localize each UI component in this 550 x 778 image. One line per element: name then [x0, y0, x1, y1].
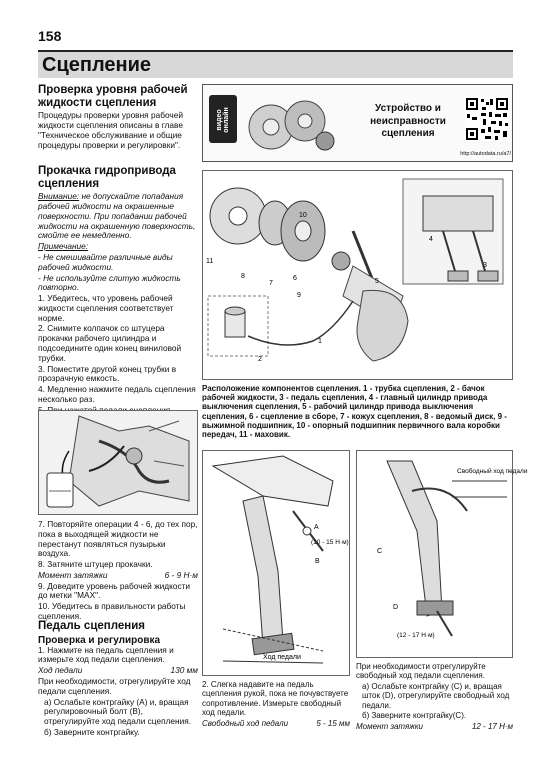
step-item: 9. Доведите уровень рабочей жидкости до метки "MAX". [38, 580, 191, 601]
video-title: Устройство и неисправности сцепления [370, 103, 446, 139]
section-level-title: Проверка уровня рабочей жидкости сцепления [38, 84, 188, 109]
pedal-sub-a: а) Ослабьте контргайку (А) и, вращая регулировочный болт (В), отрегулируйте ход педали сцепления. [44, 696, 192, 727]
note-label: Примечание: [38, 241, 89, 252]
section-level-check [38, 84, 198, 151]
pedal-step: 1. Нажмите на педаль сцепления и измерьте ход педали сцепления. [38, 644, 174, 665]
label-a: A [314, 524, 319, 531]
warning-text: не допускайте попадания рабочей жидкости на окрашенные поверхности. При попадании рабочей жидкости на окрашенную поверхность, смойте ее немедленно. [38, 191, 196, 241]
adjust-sub-b: б) Заверните контргайку(С). [362, 711, 467, 721]
section-bleeding-title: Прокачка гидропривода сцепления [38, 165, 176, 190]
video-badge-text: видео онлайн [216, 107, 230, 133]
section-level-text: Процедуры проверки уровня рабочей жидкости сцепления описаны в главе "Техническое обслуживание и общие процедуры проверки и регулировки". [38, 110, 183, 150]
adjust-intro: При необходимости отрегулируйте свободный ход педали сцепления. [356, 662, 486, 681]
qr-code-icon[interactable] [465, 91, 509, 147]
svg-text:3: 3 [483, 262, 487, 269]
section-pedal-subtitle: Проверка и регулировка [38, 634, 161, 646]
step-item: 7. Повторяйте операции 4 - 6, до тех пор, пока в выходящей жидкости не перестанут появляться пузырьки воздуха. [38, 519, 198, 559]
freeplay-row: Свободный ход педали 5 - 15 мм [202, 718, 350, 728]
svg-text:2: 2 [258, 356, 262, 363]
chapter-title: Сцепление [42, 54, 152, 76]
note-item: - Не смешивайте различные виды рабочей жидкости. [38, 251, 173, 272]
clutch-parts-icon [243, 91, 338, 157]
torque-d: (12 - 17 Н·м) [397, 632, 435, 639]
components-figure [202, 170, 513, 380]
adjust-torque-row: Момент затяжки 12 - 17 Н·м [356, 721, 513, 731]
pedal-travel-figure [202, 450, 350, 676]
note-item: - Не используйте слитую жидкость повторно. [38, 272, 181, 293]
travel-row: Ход педали 130 мм [38, 665, 198, 676]
svg-text:7: 7 [269, 280, 273, 287]
bleeding-illustration [38, 410, 198, 515]
label-d: D [393, 604, 399, 611]
step-item: 10. Убедитесь в правильности работы сцепления. [38, 601, 186, 622]
torque-a: (10 - 15 Н·м) [311, 539, 349, 546]
section-pedal [38, 620, 198, 739]
video-url: http://autodata.ru/a7/ [460, 151, 511, 157]
freeplay-text [202, 680, 350, 729]
travel-label: Ход педали [263, 654, 301, 661]
svg-text:4: 4 [429, 236, 433, 243]
svg-text:9: 9 [297, 292, 301, 299]
svg-text:10: 10 [299, 212, 307, 219]
step-item: 4. Медленно нажмите педаль сцепления несколько раз. [38, 384, 196, 404]
video-badge [209, 95, 237, 143]
step-item: 3. Поместите другой конец трубки в прозрачную емкость. [38, 363, 177, 384]
free-travel-label: Свободный ход педали [457, 468, 528, 475]
section-bleeding-cont [38, 520, 198, 623]
pedal-text: При необходимости, отрегулируйте ход педали сцепления. [38, 675, 191, 696]
svg-text:5: 5 [375, 278, 379, 285]
label-b: B [315, 558, 320, 565]
adjust-sub-a: а) Ослабьте контргайку (С) и, вращая шток (D), отрегулируйте свободный ход педали. [362, 681, 510, 710]
video-box[interactable] [202, 84, 513, 162]
svg-text:1: 1 [318, 338, 322, 345]
pedal-freeplay-figure [356, 450, 528, 658]
adjust-text [356, 662, 513, 732]
section-pedal-title: Педаль сцепления [38, 620, 146, 632]
warning-label: Внимание: [38, 191, 80, 202]
label-c: C [377, 548, 383, 555]
freeplay-step: 2. Слегка надавите на педаль сцепления рукой, пока не почувствуете сопротивление. Измерьте свободный ход педали. [202, 680, 349, 718]
page-number: 158 [38, 28, 62, 44]
torque-row: Момент затяжки 6 - 9 Н·м [38, 569, 198, 580]
step-item: 8. Затяните штуцер прокачки. [38, 559, 153, 570]
step-item: 1. Убедитесь, что уровень рабочей жидкости сцепления соответствует норме. [38, 293, 174, 323]
pedal-sub-b: б) Заверните контргайку. [44, 726, 140, 737]
components-caption: Расположение компонентов сцепления. 1 - трубка сцепления, 2 - бачок рабочей жидкости, 3 - педаль сцепления, 4 - главный цилиндр привода выключения сцепления, 5 - рабочий цилиндр привода выключения сцепления, 6 - сцепление в сборе, 7 - кожух сцепления, 8 - ведомый диск, 9 - выжимной подшипник, 10 - опорный подшипник первичного вала коробки передач, 11 - маховик. [202, 384, 507, 439]
svg-text:6: 6 [293, 275, 297, 282]
chapter-header [38, 50, 513, 78]
svg-text:11: 11 [206, 258, 214, 265]
step-item: 2. Снимите колпачок со штуцера прокачки рабочего цилиндра и подсоедините один конец виниловой трубки. [38, 323, 182, 363]
svg-text:8: 8 [241, 273, 245, 280]
